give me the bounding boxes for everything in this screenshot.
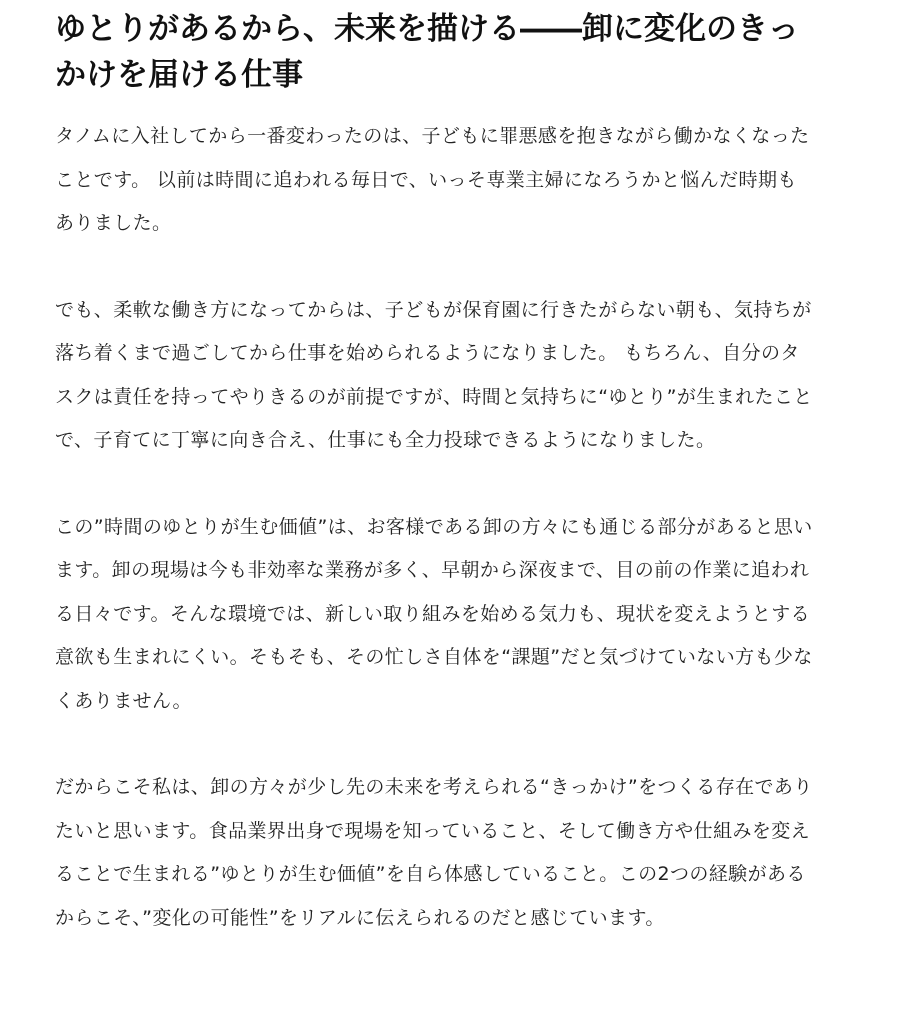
article-paragraph-4: だからこそ私は、卸の方々が少し先の未来を考えられる“きっかけ”をつくる存在でありたいと思います。食品業界出身で現場を知っていること、そして働き方や仕組みを変えることで生まれる”ゆとりが生む価値”を自ら体感していること。この2つの経験があるからこそ、”変化の可能性”をリアルに伝えられるのだと感じています。 xyxy=(55,776,813,929)
article-paragraph-2: でも、柔軟な働き方になってからは、子どもが保育園に行きたがらない朝も、気持ちが落ち着くまで過ごしてから仕事を始められるようになりました。 もちろん、自分のタスクは責任を持ってやりきるのが前提ですが、時間と気持ちに“ゆとり”が生まれたことで、子育てに丁寧に向き合え、仕事にも全力投球できるようになりました。 xyxy=(55,298,813,451)
article-title: ゆとりがあるから、未来を描ける――卸に変化のきっかけを届ける仕事 xyxy=(55,11,799,93)
article xyxy=(55,0,815,940)
article-paragraph-3: この”時間のゆとりが生む価値”は、お客様である卸の方々にも通じる部分があると思います。卸の現場は今も非効率な業務が多く、早朝から深夜まで、目の前の作業に追われる日々です。そんな環境では、新しい取り組みを始める気力も、現状を変えようとする意欲も生まれにくい。そもそも、その忙しさ自体を“課題”だと気づけていない方も少なくありません。 xyxy=(55,515,813,712)
article-paragraph-1: タノムに入社してから一番変わったのは、子どもに罪悪感を抱きながら働かなくなったことです。 以前は時間に追われる毎日で、いっそ専業主婦になろうかと悩んだ時期もありました。 xyxy=(55,125,810,234)
